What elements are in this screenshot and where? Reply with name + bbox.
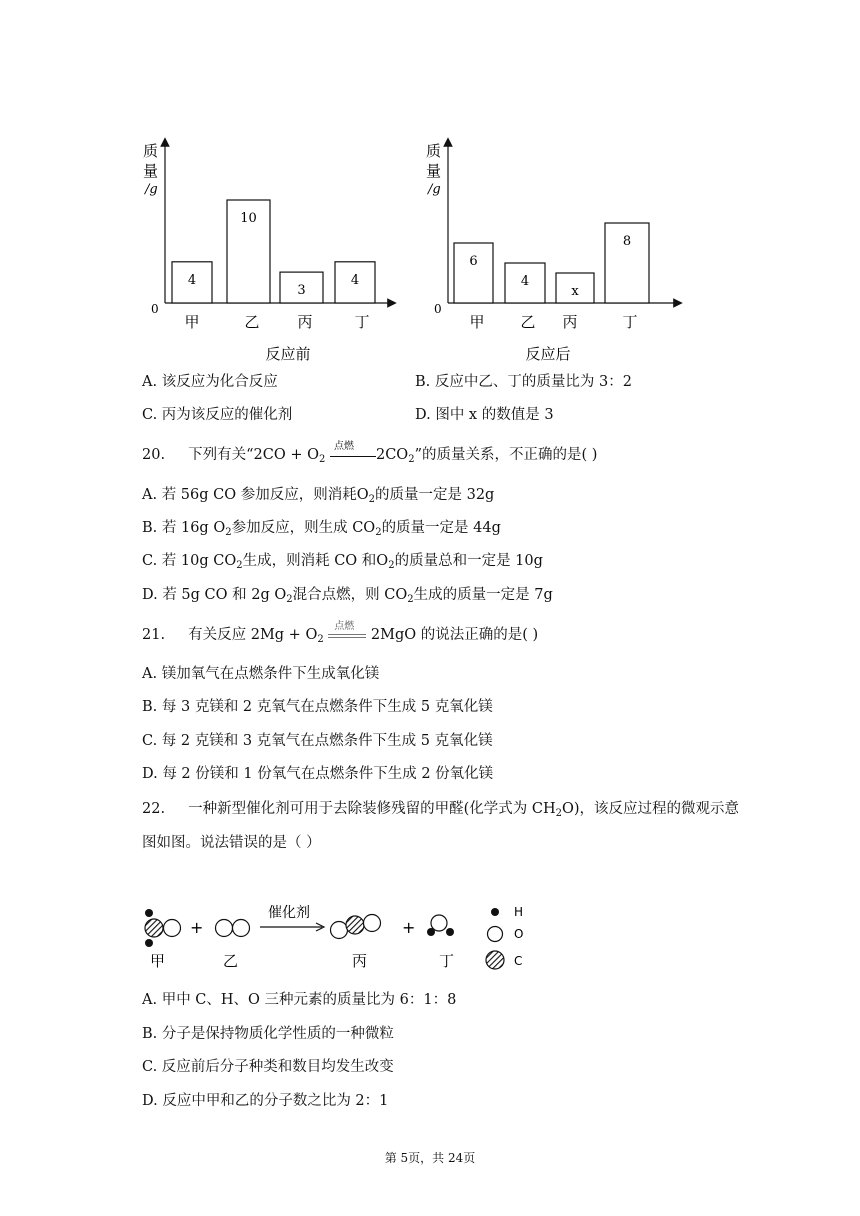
q21-option-a[interactable]: A. 镁加氧气在点燃条件下生成氧化镁 — [142, 666, 380, 682]
subscript: 2 — [368, 494, 375, 505]
category-label: 甲 — [469, 313, 485, 331]
q21-option-b[interactable]: B. 每 3 克镁和 2 克氧气在点燃条件下生成 5 克氧化镁 — [142, 699, 493, 715]
q19-option-d[interactable]: D. 图中 x 的数值是 3 — [415, 407, 554, 423]
question-20 — [142, 441, 598, 465]
option-text: 的质量一定是 44g — [381, 520, 501, 536]
subscript: 2 — [388, 560, 395, 571]
plus-sign: + — [402, 918, 416, 937]
q20-option-d[interactable] — [142, 585, 553, 605]
page-footer: 第 5页，共 24页 — [384, 1151, 476, 1165]
molecule-formaldehyde — [145, 909, 181, 947]
category-label: 丁 — [354, 313, 370, 331]
bar — [454, 243, 493, 303]
question-text-pre: 下列有关“2CO + O — [188, 447, 319, 463]
option-text: C. 若 10g CO — [142, 553, 237, 569]
question-number: 22. — [142, 801, 166, 817]
q19-option-b[interactable]: B. 反应中乙、丁的质量比为 3：2 — [415, 374, 632, 390]
subscript: 2 — [318, 454, 326, 465]
question-text-pre: 有关反应 2Mg + O — [188, 627, 318, 643]
option-text: 的质量总和一定是 10g — [394, 553, 543, 569]
bar-value-label: 4 — [520, 274, 530, 289]
origin-label: 0 — [151, 302, 159, 316]
question-text: 一种新型催化剂可用于去除装修残留的甲醛(化学式为 CH — [188, 801, 556, 817]
chart-title: 反应后 — [525, 345, 571, 363]
option-text: 生成，则消耗 CO 和O — [242, 553, 389, 569]
category-label: 丙 — [297, 313, 313, 331]
bar-charts — [0, 0, 860, 370]
molecule-co2 — [331, 915, 381, 939]
category-label: 丙 — [562, 313, 578, 331]
molecule-water — [427, 915, 454, 936]
reaction-condition: 点燃 — [333, 441, 354, 452]
question-product: 2CO — [375, 447, 409, 463]
bar-value-label: x — [571, 284, 579, 299]
option-text: D. 若 5g CO 和 2g O — [142, 587, 287, 603]
question-number: 21. — [142, 627, 166, 643]
y-axis-label-3: /g — [145, 182, 158, 197]
q22-option-a[interactable]: A. 甲中 C、H、O 三种元素的质量比为 6：1：8 — [142, 992, 457, 1008]
question-text-post: 2MgO 的说法正确的是( ) — [370, 627, 539, 643]
bar-value-label: 4 — [350, 272, 360, 288]
svg-text:O: O — [514, 927, 524, 941]
q22-option-c[interactable]: C. 反应前后分子种类和数目均发生改变 — [142, 1059, 394, 1075]
catalyst-label: 催化剂 — [268, 905, 310, 921]
reaction-arrow — [328, 621, 366, 645]
chart-title: 反应前 — [265, 345, 311, 363]
q21-option-c[interactable]: C. 每 2 克镁和 3 克氧气在点燃条件下生成 5 克氧化镁 — [142, 733, 493, 749]
molecule-oxygen — [216, 920, 250, 937]
category-label: 乙 — [520, 313, 536, 331]
subscript: 2 — [555, 808, 562, 819]
bar-value-label: 3 — [297, 283, 306, 299]
subscript: 2 — [407, 594, 414, 605]
label-ding: 丁 — [439, 952, 455, 970]
q19-option-a[interactable]: A. 该反应为化合反应 — [142, 374, 278, 390]
bar-value-label: 6 — [469, 254, 478, 269]
atom-legend — [486, 905, 523, 969]
subscript: 2 — [375, 527, 382, 538]
category-label: 乙 — [244, 313, 260, 331]
option-text: B. 若 16g O — [142, 520, 226, 536]
q21-option-d[interactable]: D. 每 2 份镁和 1 份氧气在点燃条件下生成 2 份氧化镁 — [142, 766, 494, 782]
question-text-post: ”的质量关系，不正确的是( ) — [414, 447, 598, 463]
category-label: 甲 — [184, 313, 200, 331]
subscript: 2 — [225, 527, 232, 538]
y-axis-label-1: 质 — [143, 142, 159, 160]
question-text: O)，该反应过程的微观示意 — [562, 801, 740, 817]
option-text: 参加反应，则生成 CO — [231, 520, 376, 536]
label-yi: 乙 — [223, 952, 239, 970]
reaction-diagram — [130, 895, 550, 975]
question-number: 20. — [142, 447, 166, 463]
option-text: 混合点燃，则 CO — [292, 587, 408, 603]
q20-option-b[interactable] — [142, 518, 501, 538]
y-axis-label-1: 质 — [426, 142, 442, 160]
q20-option-a[interactable] — [142, 485, 494, 505]
subscript: 2 — [408, 454, 415, 465]
question-22 — [142, 799, 739, 819]
label-bing: 丙 — [352, 952, 368, 970]
question-22-line2: 图如图。说法错误的是（ ） — [142, 835, 321, 851]
plus-sign: + — [190, 918, 204, 937]
bar-value-label: 10 — [240, 211, 257, 226]
subscript: 2 — [286, 594, 293, 605]
y-axis-label-2: 量 — [426, 162, 442, 180]
q20-option-c[interactable] — [142, 551, 543, 571]
y-axis-label-3: /g — [428, 182, 441, 197]
q22-option-b[interactable]: B. 分子是保持物质化学性质的一种微粒 — [142, 1026, 394, 1042]
origin-label: 0 — [434, 302, 442, 316]
subscript: 2 — [317, 634, 324, 645]
subscript: 2 — [236, 560, 243, 571]
option-text: 生成的质量一定是 7g — [413, 587, 553, 603]
bar-value-label: 4 — [187, 272, 197, 288]
label-jia: 甲 — [150, 952, 166, 970]
option-text: 的质量一定是 32g — [375, 487, 495, 503]
q19-option-c[interactable]: C. 丙为该反应的催化剂 — [142, 407, 293, 423]
reaction-arrow — [330, 441, 376, 465]
question-21 — [142, 621, 539, 645]
svg-text:H: H — [514, 905, 524, 919]
reaction-condition: 点燃 — [334, 621, 355, 632]
q22-option-d[interactable]: D. 反应中甲和乙的分子数之比为 2：1 — [142, 1093, 389, 1109]
svg-text:C: C — [514, 954, 523, 968]
category-label: 丁 — [622, 313, 638, 331]
option-text: A. 若 56g CO 参加反应，则消耗O — [142, 487, 369, 503]
y-axis-label-2: 量 — [143, 162, 159, 180]
bar-value-label: 8 — [622, 234, 632, 249]
